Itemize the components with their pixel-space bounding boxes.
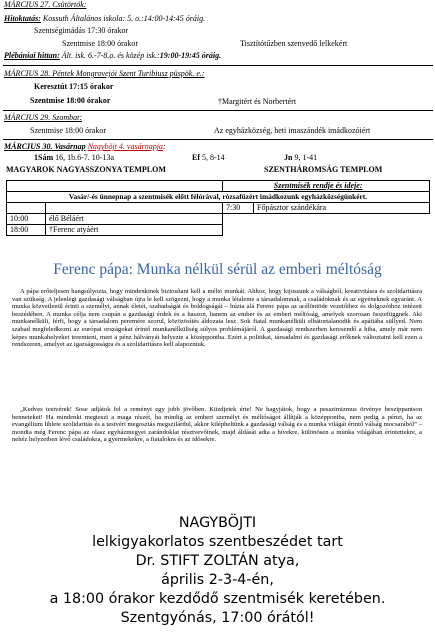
gospel-ref: 9, 1-41 bbox=[292, 153, 318, 162]
mass-intention-friday: †Margitért és Norbertért bbox=[218, 97, 297, 106]
reading-2 bbox=[192, 153, 225, 163]
sunday-colon: : bbox=[162, 142, 166, 151]
reading-1-book: 1Sám bbox=[34, 153, 54, 162]
reading-1-ref: 16, 1b.6-7. 10-13a bbox=[53, 153, 115, 162]
divider bbox=[3, 110, 433, 111]
mass-time-cell: 10:00 bbox=[7, 214, 46, 225]
mass-intention-cell: élő Béláért bbox=[46, 214, 223, 225]
parish-catechism-time: 19:00-19:45 óráig. bbox=[159, 51, 222, 60]
reading-1 bbox=[34, 153, 114, 163]
mass-intention-saturday: Az egyházközség, heti imaszándék imádkozóiért bbox=[214, 126, 371, 135]
mass-time-friday: Szentmise 18:00 órakor bbox=[30, 96, 111, 105]
parish-catechism-line bbox=[4, 51, 221, 61]
table-row bbox=[7, 225, 430, 236]
gospel-book: Jn bbox=[284, 153, 293, 162]
schedule-notice: Vasár/-és ünnepnap a szentmisék előtt félórával, rózsafüzért imádkozunk egyházközségünkért. bbox=[7, 192, 430, 203]
article-paragraph-2: „Kedves testvérek! Sose adjátok fel a reményt egy jobb jövőben. Küzdjetek érte! Ne hagyjátok, hogy a pesszimizmus örvénye beszippantson benneteket! Ha mindenki megteszi a maga részét, ha mindig az embert személyt és méltóságot állítják a középpontba, nem pedig a pénzt, ha az evangélium lihlete szolidaritás és a testvéri megosztás megszilárdul, akkor kilépheltünk a gazdasági válság és a munka világát érintő válság mocsarából” – mondta még Ferenc pápa az olasz egyházmegyei zarándoklat résztvevőinek, majd áldását adta a hívekre, különösen a munka világában érintettekre, a nehéz helyzetben lévő családokra, a gyermekekre, a fiatalokra és az idősekre. bbox=[12, 406, 422, 444]
church-name-right: SZENTHÁROMSÁG TEMPLOM bbox=[264, 165, 383, 174]
sunday-schedule-table bbox=[6, 180, 430, 236]
sunday-feast: Nagyböjt 4. vasárnapja bbox=[87, 142, 163, 151]
announcement-line-2: lelkigyakorlatos szentbeszédet tart bbox=[92, 534, 343, 550]
mass-time-thursday: Szentmise 18:00 órakor bbox=[62, 39, 138, 48]
parish-catechism-label: Plébániai hittan: bbox=[4, 51, 60, 60]
announcement-line-1: NAGYBÖJTI bbox=[178, 515, 257, 531]
mass-time-cell: 18:00 bbox=[7, 225, 46, 236]
reading-2-book: Ef bbox=[192, 153, 200, 162]
day-heading-thursday: MÁRCIUS 27. Csütörtök: bbox=[4, 0, 87, 9]
mass-intention-thursday: Tisztítótűzben szenvedő lelkekért bbox=[240, 39, 348, 48]
schedule-notice-row bbox=[7, 192, 430, 203]
gospel bbox=[284, 153, 317, 163]
divider bbox=[3, 139, 433, 140]
schedule-title: Szentmisék rendje és ideje: bbox=[223, 181, 414, 192]
catechism-detail: Kossuth Általános iskola: 5. o.:14:00-14:45 óráig. bbox=[40, 14, 206, 23]
reading-2-ref: 5, 8-14 bbox=[200, 153, 225, 162]
announcement-line-6: Szentgyónás, 17:00 órától! bbox=[120, 610, 315, 626]
mass-intention-cell: Főpásztor szándékára bbox=[254, 203, 430, 214]
article-paragraph-1: A pápa erőteljesen hangsúlyozta, hogy mindenkinek biztosítani kell a méltó munkát. Ahhoz, hogy kijussunk a válságból, kreativitásra és szolidaritásra van szükség. A jelenlegi gazdasági válságban újra le kell szögezni, hogy a munka létaleme a társadalomnak, a családoknak és az egyéneknek egyaránt. A munka közvetlenül érinti a személyt, annak életét, szabadságát és boldogságát – húzta alá Ferenc pápa az acélöntöde vezetőihez és dolgozóihoz intézett beszédében. A munka célja nem csupán a gazdasági érdek és a haszon, hanem az ember és az emberi méltóság, amelyek szorosan összefüggnek. Aki munkanélküli, férfi, hogy a társadalom peremére szorul, közözösítés áldozata lesz. Sok fiatal munkanélküli elbátortalanodik és apátiába süllyed. Nem szabad megfeledkezni az európai országokat érintő munkanélküliség súlyos problémájáról. A gazdasági rendszerben keresendő a hiba, amely már nem képes munkahelyeket teremteni, mert a pénz bálványát helyezte a középpontba. Ezért a politikai, társadalmi és gazdasági erőknek változtatni kell ezen a rendszeren, amelyet az igazságosságra és a szolidaritásra kell alapozniuk. bbox=[12, 288, 422, 349]
day-heading-saturday: MÁRCIUS 29. Szombat: bbox=[4, 113, 82, 122]
table-row bbox=[7, 214, 430, 225]
table-row bbox=[7, 203, 430, 214]
announcement-line-4: április 2-3-4-én, bbox=[161, 572, 274, 588]
adoration-line: Szentségimádás 17:30 órakor bbox=[34, 26, 129, 35]
mass-intention-cell: †Ferenc atyáért bbox=[46, 225, 223, 236]
parish-catechism-detail: Ált. isk. 6.-7-8.o. és közép isk.: bbox=[59, 51, 160, 60]
divider bbox=[3, 65, 433, 66]
announcement-line-3: Dr. STIFT ZOLTÁN atya, bbox=[135, 553, 300, 569]
catechism-label: Hitoktatás: bbox=[4, 14, 41, 23]
day-heading-friday: MÁRCIUS 28. Péntek Mongrovejói Szent Turibiusz püspök. e.: bbox=[4, 69, 205, 78]
sunday-date: MÁRCIUS 30. Vasárnap bbox=[4, 142, 86, 151]
stations-of-cross-line: Keresztút 17:15 órakor bbox=[34, 82, 114, 91]
article-heading: Ferenc pápa: Munka nélkül sérül az emberi méltóság bbox=[53, 261, 382, 278]
day-heading-sunday bbox=[4, 142, 166, 152]
schedule-title-row bbox=[7, 181, 430, 192]
announcement-line-5: a 18:00 órakor kezdődő szentmisék keretében. bbox=[49, 591, 386, 607]
mass-time-cell: 7:30 bbox=[223, 203, 254, 214]
church-name-left: MAGYAROK NAGYASSZONYA TEMPLOM bbox=[6, 165, 166, 174]
mass-time-saturday: Szentmise 18:00 órakor bbox=[30, 126, 106, 135]
catechism-line bbox=[4, 14, 205, 24]
